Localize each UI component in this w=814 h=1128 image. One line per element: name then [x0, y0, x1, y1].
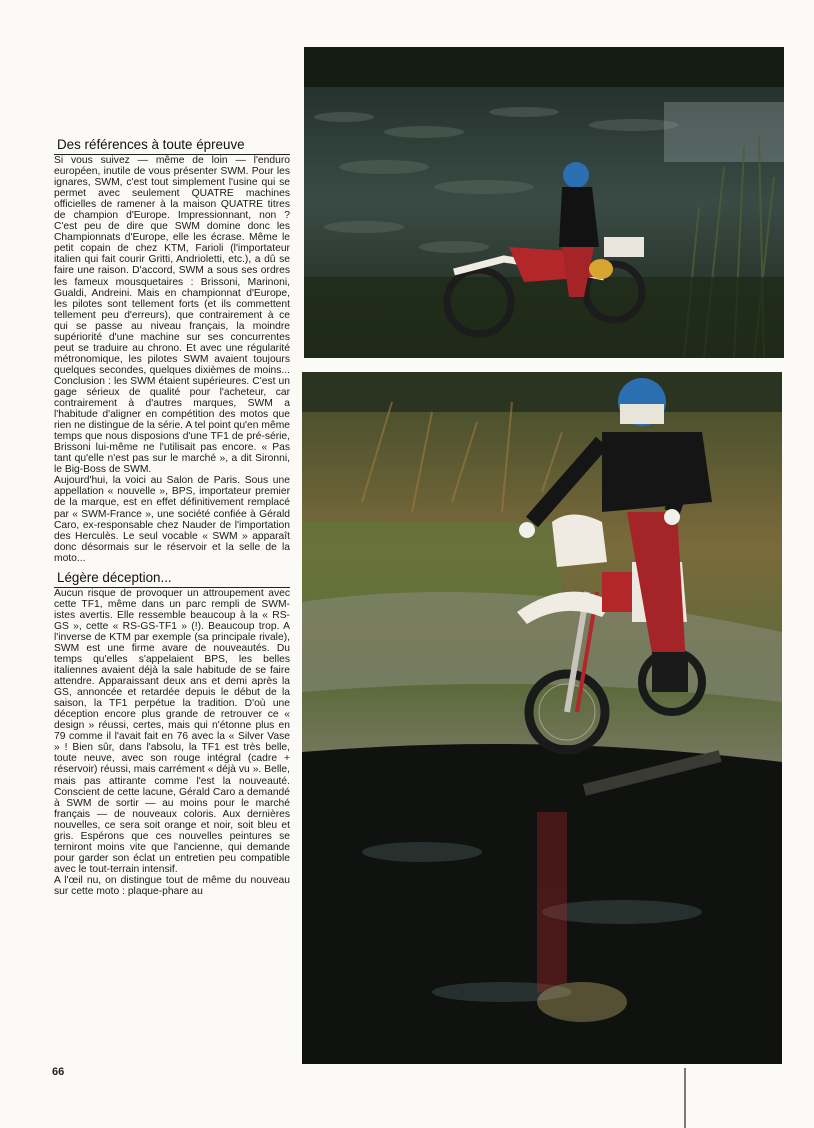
- photo-rider-by-pond-illustration: [304, 47, 784, 358]
- section-body: Si vous suivez — même de loin — l'enduro européen, inutile de vous présenter SWM. Pour les ignares, SWM, c'est tout simplement l'usine qui se permet avec seulement QUATRE machines officielles de ramener à la maison QUATRE titres de champion d'Europe. Impressionnant, non ? C'est peu de dire que SWM domine donc les Championnats d'Europe, elle les écrase. Même le petit copain de chez KTM, Farioli (l'importateur italien qui fait courir Gritti, Andrioletti, etc.), a dû se faire une raison. D'accord, SWM a sous ses ordres les fameux mousquetaires : Brissoni, Marinoni, Gualdi, Andreini. Mais en championnat d'Europe, les pilotes sont tellement forts (et ils commettent tellement peu d'erreurs), que contrairement à ce qui se passe au niveau français, la moindre supériorité d'une machine sur ses concurrentes peut se traduire au chrono. Et avec une régularité métronomique, les pilotes SWM avaient toujours quelques secondes, quelques dixièmes de moins... Conclusion : les SWM étaient supérieures. C'est un gage sérieux de qualité pour l'acheteur, car contrairement à d'autres marques, SWM a l'habitude d'aligner en compétition des motos que rien ne distingue de la série. A tel point qu'en même temps que nous disposions d'une TF1 de pré-série, Brissoni lui-même ne l'utilisait pas encore. « Pas tant qu'elle n'est pas sur le marché », a dit Sironni, le Big-Boss de SWM. Aujourd'hui, la voici au Salon de Paris. Sous une appellation « nouvelle », BPS, importateur premier de la marque, est en effet définitivement remplacé par « SWM-France », une société confiée à Gérald Caro, ex-responsable chez Nauder de l'importation des Herculès. Le seul vocable « SWM » apparaît donc désormais sur le réservoir et la selle de la moto...: [54, 155, 290, 564]
- article-text-column: [54, 136, 290, 897]
- photo-rider-crossing-water: [302, 372, 782, 1064]
- photo-rider-by-pond: [304, 47, 784, 358]
- section-heading: Des références à toute épreuve: [54, 136, 290, 155]
- section-references: [54, 136, 290, 564]
- decorative-post: [684, 1068, 686, 1128]
- section-deception: [54, 569, 290, 897]
- section-heading: Légère déception...: [54, 569, 290, 588]
- photo-rider-crossing-water-illustration: [302, 372, 782, 1064]
- page-number: 66: [52, 1066, 65, 1078]
- section-body: Aucun risque de provoquer un attroupement avec cette TF1, même dans un parc rempli de SWM-istes avertis. Elle ressemble beaucoup à la « RS-GS », cette « RS-GS-TF1 » (!). Beaucoup trop. A l'inverse de KTM par exemple (sa principale rivale), SWM est une firme avare de nouveautés. Du temps qu'elles s'appelaient BPS, les belles italiennes avaient déjà la sale habitude de se faire attendre. Apparaissant deux ans et demi après la GS, annoncée et retardée depuis le début de la saison, la TF1 perpétue la tradition. D'où une déception encore plus grande de retrouver ce « design » réussi, certes, mais qui n'étonne plus en 79 comme il l'avait fait en 76 avec la « Silver Vase » ! Bien sûr, dans l'absolu, la TF1 est très belle, toute neuve, avec son rouge intégral (cadre + réservoir) réussi, mais carrément « déjà vu ». Belle, mais pas attirante comme l'est la nouveauté. Conscient de cette lacune, Gérald Caro a demandé à SWM de sortir — au moins pour le marché français — de nouveaux coloris. Aux dernières nouvelles, ce sera soit orange et noir, soit bleu et gris. Espérons que ces nouvelles peintures se terniront moins vite que l'ancienne, qui demande pour garder son éclat un entretien peu compatible avec le tout-terrain intensif. A l'œil nu, on distingue tout de même du nouveau sur cette moto : plaque-phare au: [54, 587, 290, 897]
